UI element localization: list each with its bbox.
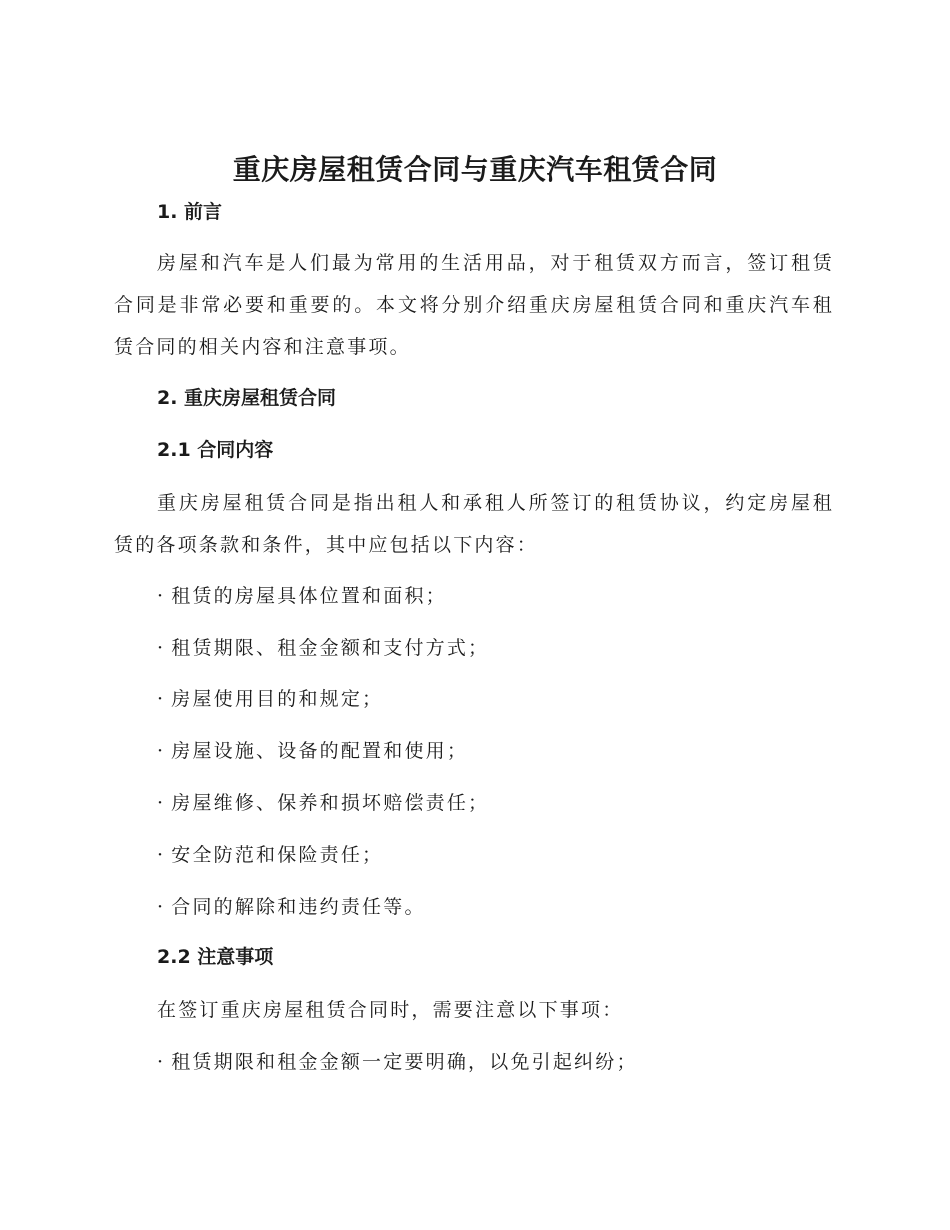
section-heading-house-lease: 2. 重庆房屋租赁合同 bbox=[157, 387, 337, 409]
list-item-text: 房屋使用目的和规定； bbox=[171, 688, 384, 710]
bullet-icon: · bbox=[157, 637, 166, 659]
bullet-icon: · bbox=[157, 688, 166, 710]
notes-intro: 在签订重庆房屋租赁合同时，需要注意以下事项： bbox=[157, 999, 624, 1021]
subsection-heading-notes: 2.2 注意事项 bbox=[157, 946, 274, 968]
list-item-text: 房屋设施、设备的配置和使用； bbox=[171, 740, 469, 762]
bullet-icon: · bbox=[157, 896, 166, 918]
bullet-icon: · bbox=[157, 585, 166, 607]
document-title: 重庆房屋租赁合同与重庆汽车租赁合同 bbox=[232, 153, 718, 186]
list-item bbox=[157, 1048, 638, 1076]
list-item-text: 租赁期限和租金金额一定要明确，以免引起纠纷； bbox=[171, 1051, 638, 1073]
subsection-heading-contract-content: 2.1 合同内容 bbox=[157, 439, 274, 461]
contract-content-paragraph: 重庆房屋租赁合同是指出租人和承租人所签订的租赁协议，约定房屋租赁的各项条款和条件，其中应包括以下内容： bbox=[114, 492, 834, 556]
list-item bbox=[157, 685, 383, 713]
bullet-icon: · bbox=[157, 740, 166, 762]
list-item bbox=[157, 841, 383, 869]
bullet-icon: · bbox=[157, 844, 166, 866]
list-item bbox=[157, 789, 489, 817]
bullet-icon: · bbox=[157, 1051, 166, 1073]
list-item bbox=[157, 582, 447, 610]
list-item-text: 合同的解除和违约责任等。 bbox=[171, 896, 426, 918]
list-item-text: 房屋维修、保养和损坏赔偿责任； bbox=[171, 792, 490, 814]
list-item bbox=[157, 634, 489, 662]
section-heading-preface: 1. 前言 bbox=[157, 201, 223, 223]
bullet-icon: · bbox=[157, 792, 166, 814]
list-item-text: 租赁期限、租金金额和支付方式； bbox=[171, 637, 490, 659]
list-item-text: 安全防范和保险责任； bbox=[171, 844, 384, 866]
preface-paragraph: 房屋和汽车是人们最为常用的生活用品，对于租赁双方而言，签订租赁合同是非常必要和重要的。本文将分别介绍重庆房屋租赁合同和重庆汽车租赁合同的相关内容和注意事项。 bbox=[114, 252, 834, 358]
list-item-text: 租赁的房屋具体位置和面积； bbox=[171, 585, 447, 607]
list-item bbox=[157, 737, 468, 765]
list-item bbox=[157, 893, 426, 921]
